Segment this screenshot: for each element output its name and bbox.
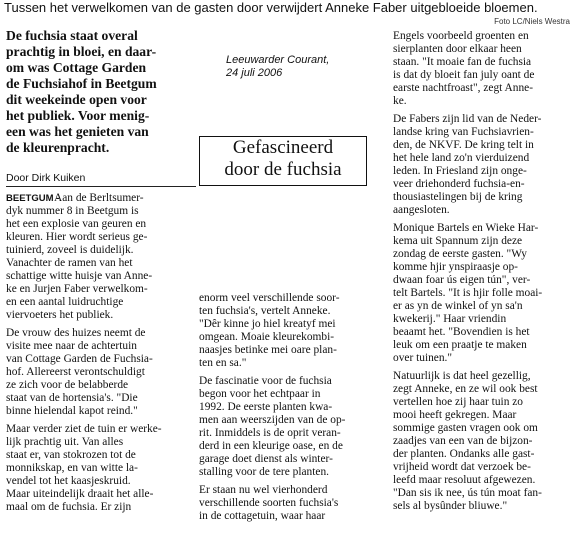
col2-line: in de cottagetuin, waar haar bbox=[199, 510, 326, 522]
source-date: 24 juli 2006 bbox=[226, 67, 283, 79]
col3-line: vertellen hoe zij haar tuin zo bbox=[393, 396, 523, 408]
lead-line: prachtig in bloei, en daar- bbox=[6, 44, 157, 59]
lead-line: een was het genieten van bbox=[6, 124, 149, 139]
col3-line: den, de NKVF. De kring telt in bbox=[393, 139, 534, 151]
col3-line: zondag de eerste gasten. "Wy bbox=[393, 248, 527, 260]
headline-line-1: Gefascineerd bbox=[232, 137, 334, 158]
photo-caption: Tussen het verwelkomen van de gasten door verwijdert Anneke Faber uitgebloeide bloemen. bbox=[4, 0, 538, 15]
col1-line: maal om de fuchsia. Er zijn bbox=[6, 501, 132, 513]
lead-line: het publiek. Voor menig- bbox=[6, 108, 150, 123]
col3-line: veer driehonderd fuchsia-en- bbox=[393, 178, 525, 190]
col2-line: ten en sa." bbox=[199, 357, 247, 369]
col2-line: derd in een kleurige oase, en de bbox=[199, 440, 343, 452]
lead-line: de Fuchsiahof in Beetgum bbox=[6, 76, 157, 91]
byline: Door Dirk Kuiken bbox=[6, 172, 86, 184]
col3-line: der planten. Ondanks alle gast- bbox=[393, 448, 535, 460]
col3-line: sels al bysûnder bliuwe." bbox=[393, 500, 508, 512]
col1-line: visite mee naar de achtertuin bbox=[6, 340, 137, 352]
source-publication: Leeuwarder Courant, bbox=[226, 54, 330, 66]
column-3 bbox=[393, 30, 573, 544]
col3-line: zegt Anneke, en ze wil ook best bbox=[393, 383, 538, 395]
col3-line: aangesloten. bbox=[393, 204, 450, 216]
col1-line: het een explosie van geuren en bbox=[6, 218, 147, 230]
col3-line: ke. bbox=[393, 95, 407, 107]
col1-line: vendel tot het kaasjeskruid. bbox=[6, 475, 131, 487]
col3-line: er as yn de winkel of yn sa'n bbox=[393, 300, 523, 312]
col3-line: beaamt het. "Bovendien is het bbox=[393, 326, 530, 338]
col3-line: thousiastelingen bij de kring bbox=[393, 191, 523, 203]
col3-line: zaadjes van een van de bijzon- bbox=[393, 435, 533, 447]
col1-line: tuinierd, zoveel is duidelijk. bbox=[6, 244, 134, 256]
col3-line: staan. "It moaie fan de fuchsia bbox=[393, 56, 532, 68]
headline-line-2: door de fuchsia bbox=[224, 159, 342, 180]
col2-line: garage doet dienst als winter- bbox=[199, 453, 333, 465]
col3-line: Natuurlijk is dat heel gezellig, bbox=[393, 370, 531, 382]
col2-line: begon voor het echtpaar in bbox=[199, 388, 321, 400]
col1-line: De vrouw des huizes neemt de bbox=[6, 327, 146, 339]
col3-line: Engels voorbeeld groenten en bbox=[393, 30, 529, 42]
lead-line: dit weekeinde open voor bbox=[6, 92, 147, 107]
col3-line: leden. In Friesland zijn onge- bbox=[393, 165, 527, 177]
col2-line: omgean. Moaie kleurekombi- bbox=[199, 331, 335, 343]
col2-line: 1992. De eerste planten kwa- bbox=[199, 401, 333, 413]
col2-line: stalling voor de tere planten. bbox=[199, 466, 330, 478]
col1-line: Vanachter de ramen van het bbox=[6, 257, 133, 269]
photo-credit: Foto LC/Niels Westra bbox=[494, 17, 570, 26]
col3-line: is dat dy bloeit fan july oant de bbox=[393, 69, 535, 81]
column-2 bbox=[199, 292, 389, 544]
col2-line: ten fuchsia's, vertelt Anneke. bbox=[199, 305, 331, 317]
col2-line: naasjes betinke mei oare plan- bbox=[199, 344, 337, 356]
col3-line: telt Bartels. "It is hjir folle moai- bbox=[393, 287, 543, 299]
col1-line: staat er, van stokrozen tot de bbox=[6, 449, 136, 461]
lead-line: De fuchsia staat overal bbox=[6, 28, 138, 43]
col1-line: monnikskap, en van witte la- bbox=[6, 462, 138, 474]
col1-line: lijk prachtig uit. Van alles bbox=[6, 436, 124, 448]
col1-line: staat van de hortensia's. "Die bbox=[6, 392, 138, 404]
col3-line: landse kring van Fuchsiavrien- bbox=[393, 126, 534, 138]
column-1 bbox=[6, 192, 196, 544]
col3-line: leefd maar resoluut afgewezen. bbox=[393, 474, 536, 486]
col1-line: binne hielendal kapot reind." bbox=[6, 405, 138, 417]
col1-line: kleuren. Hier wordt serieus ge- bbox=[6, 231, 148, 243]
col2-line: verschillende soorten fuchsia's bbox=[199, 497, 339, 509]
col3-line: earste nachtfroast", zegt Anne- bbox=[393, 82, 534, 94]
col3-line: "Dan sis ik nee, ús tún moat fan- bbox=[393, 487, 542, 499]
col2-line: rit. Inmiddels is de oprit veran- bbox=[199, 427, 341, 439]
col3-line: Monique Bartels en Wieke Har- bbox=[393, 222, 539, 234]
col3-line: over tuinen." bbox=[393, 352, 453, 364]
col3-line: mooi heeft gekregen. Maar bbox=[393, 409, 517, 421]
col1-line: dyk nummer 8 in Beetgum is bbox=[6, 205, 139, 217]
col3-line: De Fabers zijn lid van de Neder- bbox=[393, 113, 542, 125]
lead-line: om was Cottage Garden bbox=[6, 60, 147, 75]
col2-line: men aan weerszijden van de op- bbox=[199, 414, 346, 426]
col3-line: sierplanten door elkaar heen bbox=[393, 43, 522, 55]
col1-line: hof. Allereerst verontschuldigt bbox=[6, 366, 145, 378]
col1-line: schattige witte huisje van Anne- bbox=[6, 270, 153, 282]
lead-line: de kleurenpracht. bbox=[6, 140, 110, 155]
col3-line: kwekerij." Haar vriendin bbox=[393, 313, 507, 325]
col1-line: ze zich voor de belabberde bbox=[6, 379, 129, 391]
col3-line: sommige gasten vragen ook om bbox=[393, 422, 538, 434]
col3-line: het hele land zo'n vierduizend bbox=[393, 152, 530, 164]
col3-line: kema uit Spannum zijn deze bbox=[393, 235, 523, 247]
lead-paragraph bbox=[6, 28, 196, 162]
byline-divider bbox=[6, 186, 196, 187]
col1-line: viervoeters het publiek. bbox=[6, 309, 114, 321]
col1-line: van Cottage Garden de Fuchsia- bbox=[6, 353, 153, 365]
col3-line: komme hjir ynspiraasje op- bbox=[393, 261, 518, 273]
col2-line: "Dêr kinne jo hiel kreatyf mei bbox=[199, 318, 336, 330]
col3-line: leuk om een praatje te maken bbox=[393, 339, 527, 351]
col1-line: ke en Jurjen Faber verwelkom- bbox=[6, 283, 148, 295]
dateline: BEETGUM - bbox=[6, 193, 60, 204]
col2-line: De fascinatie voor de fuchsia bbox=[199, 375, 332, 387]
col2-line: Er staan nu wel vierhonderd bbox=[199, 484, 328, 496]
col2-line: enorm veel verschillende soor- bbox=[199, 292, 340, 304]
headline-box bbox=[199, 136, 367, 186]
col1-line: Aan de Berltsumer- bbox=[54, 192, 144, 204]
source-note bbox=[226, 54, 329, 80]
col1-line: Maar uiteindelijk draait het alle- bbox=[6, 488, 154, 500]
col3-line: dwaan foar ús eigen tún", ver- bbox=[393, 274, 531, 286]
col1-line: en een aantal luidruchtige bbox=[6, 296, 124, 308]
col3-line: vrijheid wordt dat verzoek be- bbox=[393, 461, 531, 473]
col1-line: Maar verder ziet de tuin er werke- bbox=[6, 423, 162, 435]
